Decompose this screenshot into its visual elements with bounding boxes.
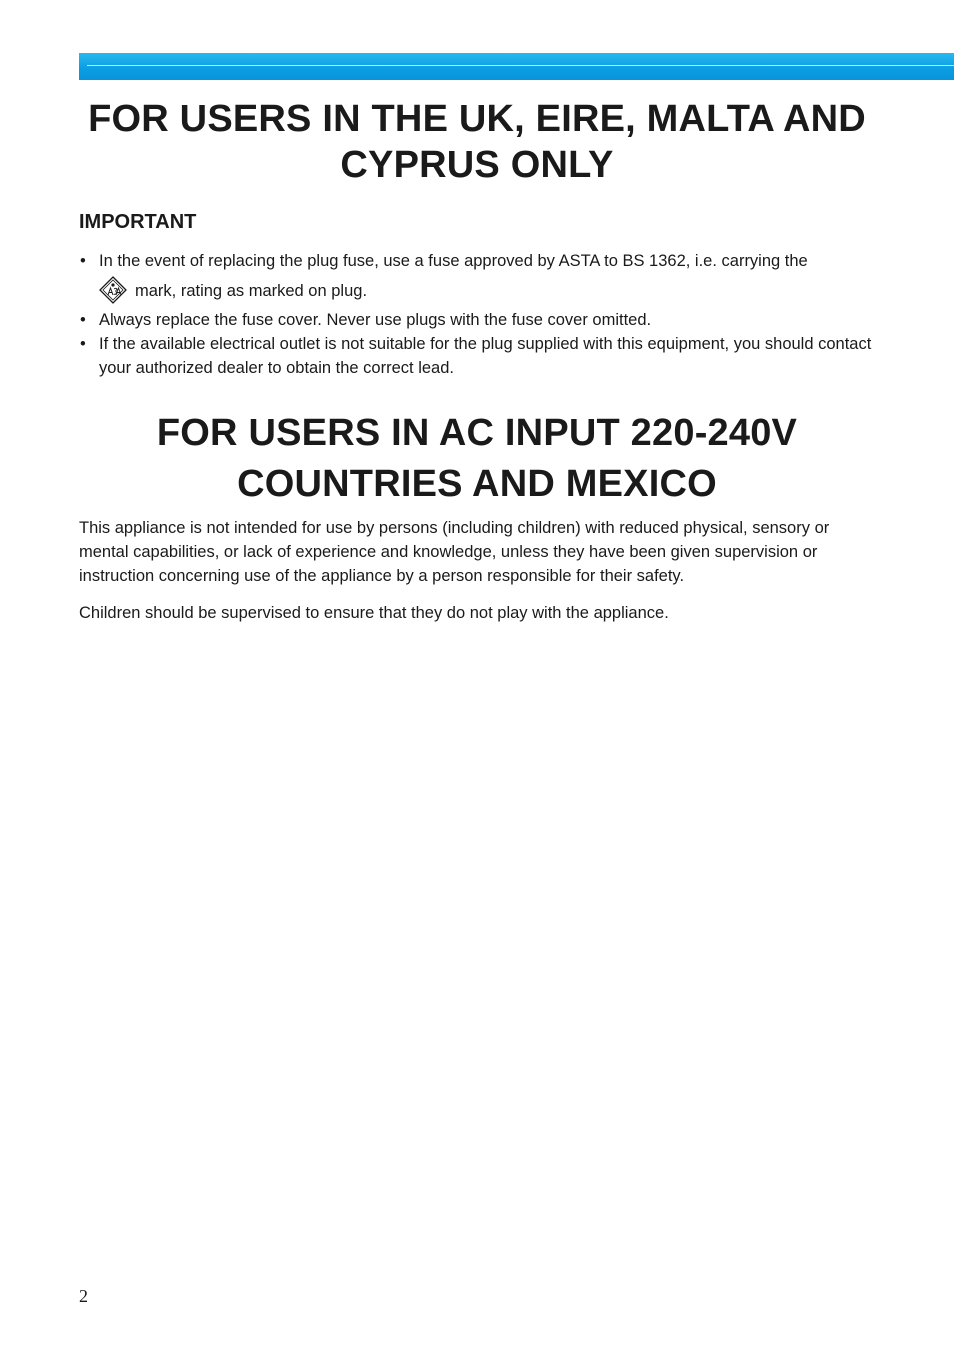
section-title-uk-line1: FOR USERS IN THE UK, EIRE, MALTA AND — [88, 98, 866, 140]
bullet-dot: • — [80, 252, 86, 270]
important-subheading: IMPORTANT — [79, 211, 197, 233]
bullet-item — [79, 332, 879, 380]
bullet-text: Always replace the fuse cover. Never use plugs with the fuse cover omitted. — [99, 310, 652, 329]
asta-mark-line — [99, 279, 879, 304]
asta-mark-icon — [99, 276, 127, 304]
bullet-dot: • — [80, 310, 86, 329]
header-band-rule — [87, 65, 954, 66]
important-bullet-list — [79, 249, 879, 380]
section-title-ac-line2: COUNTRIES AND MEXICO — [237, 463, 717, 505]
bullet-item — [79, 308, 879, 332]
bullet-item — [79, 249, 879, 304]
bullet-text: If the available electrical outlet is not suitable for the plug supplied with this equipment, you should contact your authorized dealer to obtain the correct lead. — [99, 334, 872, 377]
section-title-ac-line1: FOR USERS IN AC INPUT 220-240V — [156, 412, 798, 454]
section-title-uk-line2: CYPRUS ONLY — [340, 144, 614, 186]
bullet-text: In the event of replacing the plug fuse, use a fuse approved by ASTA to BS 1362, i.e. carrying the — [99, 252, 808, 270]
section-title-ac-input — [79, 408, 875, 510]
appliance-usage-paragraph: This appliance is not intended for use by persons (including children) with reduced physical, sensory or mental capabilities, or lack of experience and knowledge, unless they have been given supervision or instruction concerning use of the appliance by a person responsible for their safety. — [79, 519, 830, 585]
children-supervision-paragraph: Children should be supervised to ensure that they do not play with the appliance. — [79, 604, 669, 622]
bullet-text-continued: mark, rating as marked on plug. — [135, 282, 368, 300]
header-band — [79, 53, 954, 80]
page-number: 2 — [79, 1286, 88, 1306]
section-title-uk — [79, 96, 875, 188]
bullet-dot: • — [80, 334, 86, 353]
